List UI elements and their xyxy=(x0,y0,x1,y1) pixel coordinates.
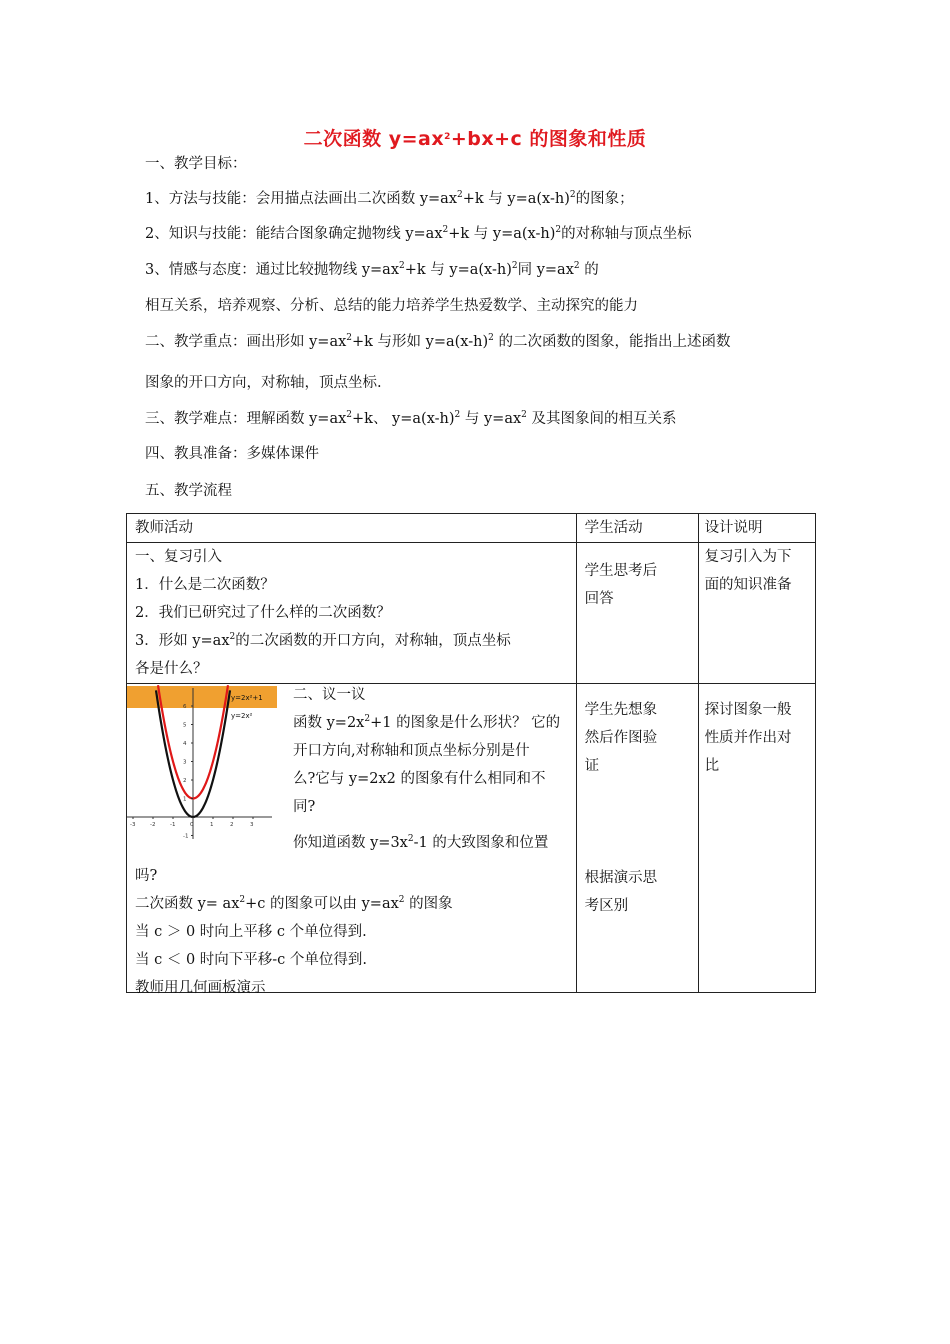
discuss-design-line: 性质并作出对 xyxy=(704,730,792,746)
objective-1: 1、方法与技能：会用描点法画出二次函数 $y=ax^2+k$ 与 $y=a(x-h)^2$的图象； xyxy=(145,190,634,207)
discuss-q7: 二次函数 $y= ax^2+c$ 的图象可以由 $y=ax^2$ 的图象 xyxy=(135,895,453,912)
section-materials: 四、教具准备：多媒体课件 xyxy=(145,446,319,462)
discuss-design-line: 探讨图象一般 xyxy=(704,702,792,718)
x-tick-label: 0 xyxy=(190,822,194,828)
table-row-discuss xyxy=(127,684,816,993)
review-q3-cont: 各是什么？ xyxy=(135,661,208,677)
review-q1: 1．什么是二次函数？ xyxy=(135,577,275,593)
legend-black: y=2x² xyxy=(231,712,253,720)
review-q2: 2．我们已研究过了什么样的二次函数？ xyxy=(135,605,391,621)
discuss-q10: 教师用几何画板演示 xyxy=(135,980,266,996)
review-teacher-cell xyxy=(127,543,577,684)
section-difficulties: 三、教学难点：理解函数 $y=ax^2+k$、 $y=a(x-h)^2$ 与 $y=ax^2$ 及其图象间的相互关系 xyxy=(145,410,677,427)
discuss-design-line: 比 xyxy=(704,758,720,774)
discuss-q5: 你知道函数 $y=3x^2-1$ 的大致图象和位置 xyxy=(293,834,549,851)
discuss-q8: 当 c ＞ 0 时向上平移 c 个单位得到. xyxy=(135,924,367,940)
section-objectives: 一、教学目标： xyxy=(145,156,247,172)
discuss-student-line: 学生先想象 xyxy=(584,702,658,718)
discuss-q6: 吗? xyxy=(135,868,158,884)
table-row-review xyxy=(127,543,816,684)
y-tick-label: 3 xyxy=(183,759,187,766)
table-header-row xyxy=(127,514,816,543)
parabola-graph xyxy=(127,684,277,844)
discuss-student-line: 考区别 xyxy=(584,898,629,914)
y-tick-label: 1 xyxy=(183,796,187,803)
header-student: 学生活动 xyxy=(576,514,698,543)
discuss-student-line: 证 xyxy=(584,758,600,774)
discuss-after-text xyxy=(135,862,575,1002)
discuss-q1: 函数 $y=2x^2+1$ 的图象是什么形状？ 它的 xyxy=(293,714,561,731)
y-tick-label: 6 xyxy=(183,704,187,710)
y-tick-label: -1 xyxy=(183,833,189,840)
discuss-text xyxy=(293,681,578,857)
objective-3-cont: 相互关系，培养观察、分析、总结的能力培养学生热爱数学、主动探究的能力 xyxy=(145,298,638,314)
discuss-q4: 同? xyxy=(293,799,316,815)
review-q3: 3．形如 $y=ax^2$的二次函数的开口方向，对称轴，顶点坐标 xyxy=(135,632,511,649)
discuss-design-cell xyxy=(698,684,815,993)
discuss-heading: 二、议一议 xyxy=(293,687,366,703)
y-tick-label: 2 xyxy=(183,778,187,784)
review-design-cell xyxy=(698,543,815,684)
document-title: 二次函数 $y=ax^2+bx+c$ 的图象和性质 xyxy=(303,128,647,150)
header-teacher: 教师活动 xyxy=(127,514,577,543)
x-tick-label: 3 xyxy=(250,822,254,828)
x-tick-label: 2 xyxy=(230,822,234,828)
y-tick-label: 5 xyxy=(183,722,187,729)
discuss-q9: 当 c ＜ 0 时向下平移-c 个单位得到. xyxy=(135,952,368,968)
discuss-q2: 开口方向,对称轴和顶点坐标分别是什 xyxy=(293,743,530,759)
review-design-line: 面的知识准备 xyxy=(704,577,792,593)
y-tick-label: 4 xyxy=(183,741,187,747)
discuss-teacher-cell xyxy=(127,684,577,996)
x-tick-label: 1 xyxy=(210,822,214,828)
objective-2: 2、知识与技能：能结合图象确定抛物线 $y=ax^2+k$ 与 $y=a(x-h)^2$的对称轴与顶点坐标 xyxy=(145,225,692,242)
review-student-cell xyxy=(576,543,698,684)
review-student-line: 学生思考后 xyxy=(584,563,658,579)
x-tick-label: -2 xyxy=(150,822,156,828)
lesson-flow-table xyxy=(126,513,816,996)
review-student-line: 回答 xyxy=(584,591,614,607)
x-tick-label: -1 xyxy=(170,822,176,828)
discuss-student-line: 然后作图验 xyxy=(584,730,658,746)
objective-3: 3、情感与态度：通过比较抛物线 $y=ax^2+k$ 与 $y=a(x-h)^2$同 $y=ax^2$ 的 xyxy=(145,261,599,278)
discuss-student-line: 根据演示思 xyxy=(584,870,658,886)
legend-red: y=2x²+1 xyxy=(231,694,263,702)
section-flow: 五、教学流程 xyxy=(145,483,232,499)
section-key-points: 二、教学重点：画出形如 $y=ax^2+k$ 与形如 $y=a(x-h)^2$ 的二次函数的图象，能指出上述函数 xyxy=(145,333,731,350)
discuss-q3: 么?它与 y=2x2 的图象有什么相同和不 xyxy=(293,771,546,787)
discuss-student-cell xyxy=(576,684,698,993)
review-design-line: 复习引入为下 xyxy=(704,549,792,565)
review-heading: 一、复习引入 xyxy=(135,549,222,565)
x-tick-label: -3 xyxy=(130,822,136,828)
header-design: 设计说明 xyxy=(698,514,815,543)
key-points-cont: 图象的开口方向，对称轴，顶点坐标. xyxy=(145,375,382,391)
